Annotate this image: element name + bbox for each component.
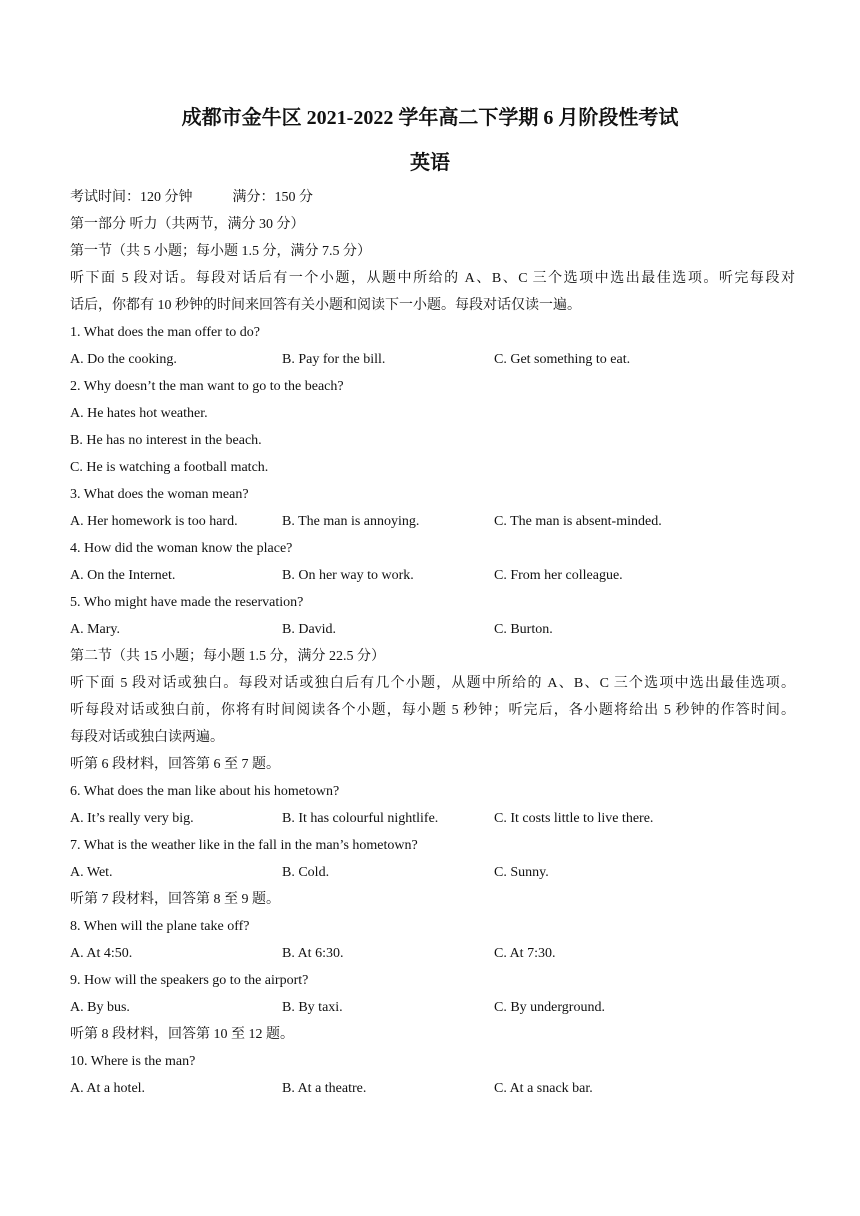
question-stem: 7. What is the weather like in the fall in the man’s hometown? (70, 838, 418, 853)
question-stem: 8. When will the plane take off? (70, 919, 250, 934)
option-a: A. It’s really very big. (70, 811, 194, 826)
subject-title: 英语 (410, 152, 450, 174)
option-c: C. The man is absent-minded. (494, 514, 662, 529)
option-a: A. He hates hot weather. (70, 406, 208, 421)
option-b: B. At 6:30. (282, 946, 344, 961)
option-a: A. Her homework is too hard. (70, 514, 238, 529)
section2-instructions-3: 每段对话或独白读两遍。 (70, 730, 224, 745)
option-b: B. It has colourful nightlife. (282, 811, 439, 826)
section2-instructions-1: 听下面 5 段对话或独白。每段对话或独白后有几个小题，从题中所给的 A、B、C 三个选项中选出最佳选项。 (70, 676, 795, 691)
section1-instructions-2: 话后，你都有 10 秒钟的时间来回答有关小题和阅读下一小题。每段对话仅读一遍。 (70, 298, 581, 313)
option-b: B. Cold. (282, 865, 330, 880)
option-b: B. By taxi. (282, 1000, 343, 1015)
option-a: A. On the Internet. (70, 568, 176, 583)
part1-heading: 第一部分 听力（共两节，满分 30 分） (70, 217, 305, 232)
material-7-note: 听第 7 段材料，回答第 8 至 9 题。 (70, 892, 280, 907)
option-a: A. At 4:50. (70, 946, 133, 961)
exam-full-score: 满分：150 分 (232, 190, 313, 205)
section1-instructions-1: 听下面 5 段对话。每段对话后有一个小题，从题中所给的 A、B、C 三个选项中选出最佳选项。听完每段对 (70, 271, 795, 286)
section2-heading: 第二节（共 15 小题；每小题 1.5 分，满分 22.5 分） (70, 649, 385, 664)
option-a: A. Mary. (70, 622, 121, 637)
option-c: C. By underground. (494, 1000, 605, 1015)
option-a: A. Do the cooking. (70, 352, 177, 367)
section2-instructions-2: 听每段对话或独白前，你将有时间阅读各个小题，每小题 5 秒钟；听完后，各小题将给出 5 秒钟的作答时间。 (70, 703, 795, 718)
option-c: C. He is watching a football match. (70, 460, 269, 475)
question-stem: 3. What does the woman mean? (70, 487, 249, 502)
material-8-note: 听第 8 段材料，回答第 10 至 12 题。 (70, 1027, 294, 1042)
question-stem: 2. Why doesn’t the man want to go to the beach? (70, 379, 344, 394)
option-b: B. On her way to work. (282, 568, 414, 583)
option-c: C. At a snack bar. (494, 1081, 593, 1096)
exam-time: 考试时间：120 分钟 (70, 190, 193, 205)
option-c: C. At 7:30. (494, 946, 556, 961)
option-c: C. Get something to eat. (494, 352, 631, 367)
exam-info (70, 189, 795, 207)
option-a: A. At a hotel. (70, 1081, 146, 1096)
question-stem: 10. Where is the man? (70, 1054, 196, 1069)
question-stem: 5. Who might have made the reservation? (70, 595, 304, 610)
option-a: A. Wet. (70, 865, 113, 880)
option-b: B. David. (282, 622, 337, 637)
question-stem: 6. What does the man like about his hometown? (70, 784, 340, 799)
question-stem: 1. What does the man offer to do? (70, 325, 260, 340)
section1-heading: 第一节（共 5 小题；每小题 1.5 分，满分 7.5 分） (70, 244, 371, 259)
option-c: C. From her colleague. (494, 568, 623, 583)
exam-title: 成都市金牛区 2021-2022 学年高二下学期 6 月阶段性考试 (181, 107, 679, 129)
option-c: C. It costs little to live there. (494, 811, 654, 826)
option-c: C. Burton. (494, 622, 553, 637)
option-b: B. At a theatre. (282, 1081, 367, 1096)
option-c: C. Sunny. (494, 865, 549, 880)
option-b: B. He has no interest in the beach. (70, 433, 262, 448)
question-stem: 9. How will the speakers go to the airport? (70, 973, 309, 988)
option-b: B. The man is annoying. (282, 514, 420, 529)
option-b: B. Pay for the bill. (282, 352, 386, 367)
option-a: A. By bus. (70, 1000, 130, 1015)
question-stem: 4. How did the woman know the place? (70, 541, 293, 556)
material-6-note: 听第 6 段材料，回答第 6 至 7 题。 (70, 757, 280, 772)
